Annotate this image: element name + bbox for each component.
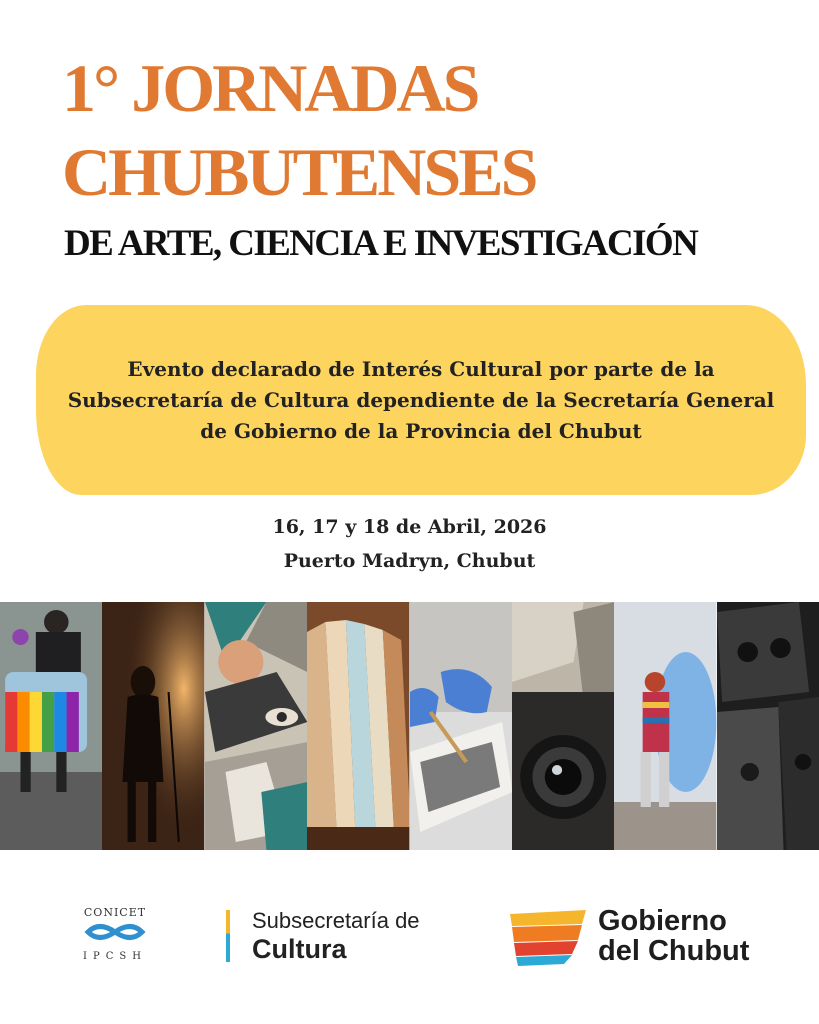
lab-photo xyxy=(410,602,512,850)
singer-photo xyxy=(102,602,204,850)
gobierno-line-2: del Chubut xyxy=(598,935,750,967)
conicet-logo xyxy=(74,906,156,962)
title-line-2: CHUBUTENSES xyxy=(62,134,536,210)
march-photo xyxy=(0,602,102,850)
chubut-map-icon xyxy=(508,910,590,966)
cultura-bar xyxy=(226,910,230,962)
cultura-line-2: Cultura xyxy=(252,934,347,964)
books-photo xyxy=(307,602,409,850)
conicet-name: CONICET xyxy=(83,906,147,919)
title-line-1: 1° JORNADAS xyxy=(62,50,478,126)
sponsor-logos xyxy=(0,880,819,1000)
cassettes-photo xyxy=(717,602,819,850)
camera-photo xyxy=(512,602,614,850)
event-location: Puerto Madryn, Chubut xyxy=(283,550,536,572)
conicet-institute: IPCSH xyxy=(83,951,147,962)
cultura-line-1: Subsecretaría de xyxy=(252,908,420,933)
collage-photo xyxy=(205,602,307,850)
interest-banner xyxy=(36,305,806,495)
conicet-emblem-icon xyxy=(84,919,146,945)
banner-text: Evento declarado de Interés Cultural por parte de la Subsecretaría de Cultura dependiente de la Secretaría General de Gobierno de la Provincia del Chubut xyxy=(67,356,775,443)
gobierno-line-1: Gobierno xyxy=(598,905,727,937)
subtitle: DE ARTE, CIENCIA E INVESTIGACIÓN xyxy=(64,223,698,264)
event-dates: 16, 17 y 18 de Abril, 2026 xyxy=(272,516,547,538)
gobierno-chubut-logo xyxy=(598,906,749,966)
dancer-photo xyxy=(614,602,716,850)
photo-strip xyxy=(0,602,819,850)
